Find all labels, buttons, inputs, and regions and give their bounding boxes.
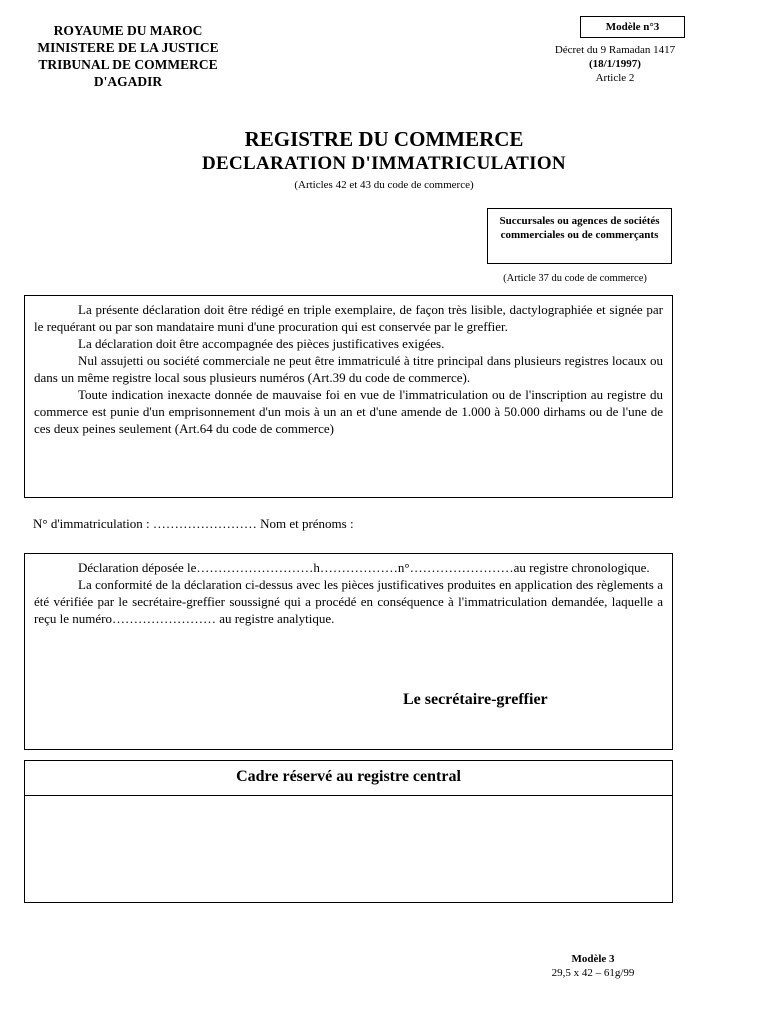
- signature-label: Le secrétaire-greffier: [403, 691, 548, 708]
- document-title: REGISTRE DU COMMERCE: [244, 127, 524, 151]
- decree-article: Article 2: [595, 72, 635, 84]
- header-line-city: D'AGADIR: [93, 74, 163, 89]
- instructions-box: [24, 295, 673, 498]
- court-header: [22, 22, 234, 90]
- instruction-paragraph: La présente déclaration doit être rédigé en triple exemplaire, de façon très lisible, dactylographiée et signée par le requérant ou par son mandataire muni d'une procuration qui est conservée par le greffier.: [34, 302, 663, 334]
- header-line-kingdom: ROYAUME DU MAROC: [53, 23, 203, 38]
- instruction-paragraph: La déclaration doit être accompagnée des pièces justificatives exigées.: [78, 336, 445, 351]
- instruction-paragraph: Nul assujetti ou société commerciale ne peut être immatriculé à titre principal dans plusieurs registres locaux ou dans un même registre local sous plusieurs numéros (Art.39 du code de commerce).: [34, 353, 663, 385]
- category-box: Succursales ou agences de sociétés commerciales ou de commerçants: [487, 208, 672, 264]
- header-line-tribunal: TRIBUNAL DE COMMERCE: [38, 57, 218, 72]
- header-line-ministry: MINISTERE DE LA JUSTICE: [37, 40, 219, 55]
- immatriculation-line[interactable]: N° d'immatriculation : …………………… Nom et prénoms :: [33, 516, 354, 531]
- deposit-paragraph[interactable]: Déclaration déposée le………………………h………………n°……………………au registre chronologique.: [78, 560, 650, 575]
- central-registry-area[interactable]: [25, 796, 672, 902]
- deposit-box: [24, 553, 673, 750]
- footer: [528, 952, 658, 980]
- category-article-reference: (Article 37 du code de commerce): [503, 273, 647, 284]
- deposit-paragraph[interactable]: La conformité de la déclaration ci-dessus avec les pièces justificatives produites en application des règlements a été vérifiée par le secrétaire-greffier soussigné qui a procédé en conséquence à l'immatriculation demandée, laquelle a reçu le numéro…………………… au registre analytique.: [34, 577, 663, 626]
- central-registry-box: [24, 760, 673, 903]
- document-subtitle: DECLARATION D'IMMATRICULATION: [202, 153, 566, 174]
- central-registry-title: Cadre réservé au registre central: [25, 761, 672, 796]
- decree-date: (18/1/1997): [589, 58, 641, 70]
- modele-badge: Modèle n°3: [580, 16, 685, 38]
- footer-format: 29,5 x 42 – 61g/99: [551, 967, 635, 979]
- articles-reference: (Articles 42 et 43 du code de commerce): [294, 179, 474, 191]
- footer-model: Modèle 3: [571, 953, 615, 965]
- decree-text: Décret du 9 Ramadan 1417: [554, 44, 676, 56]
- instruction-paragraph: Toute indication inexacte donnée de mauvaise foi en vue de l'immatriculation ou de l'inscription au registre du commerce est punie d'un emprisonnement d'un mois à un an et d'une amende de 1.000 à 50.000 dirhams ou de l'une de ces deux peines seulement (Art.64 du code de commerce): [34, 387, 663, 436]
- decree-reference: [540, 43, 690, 85]
